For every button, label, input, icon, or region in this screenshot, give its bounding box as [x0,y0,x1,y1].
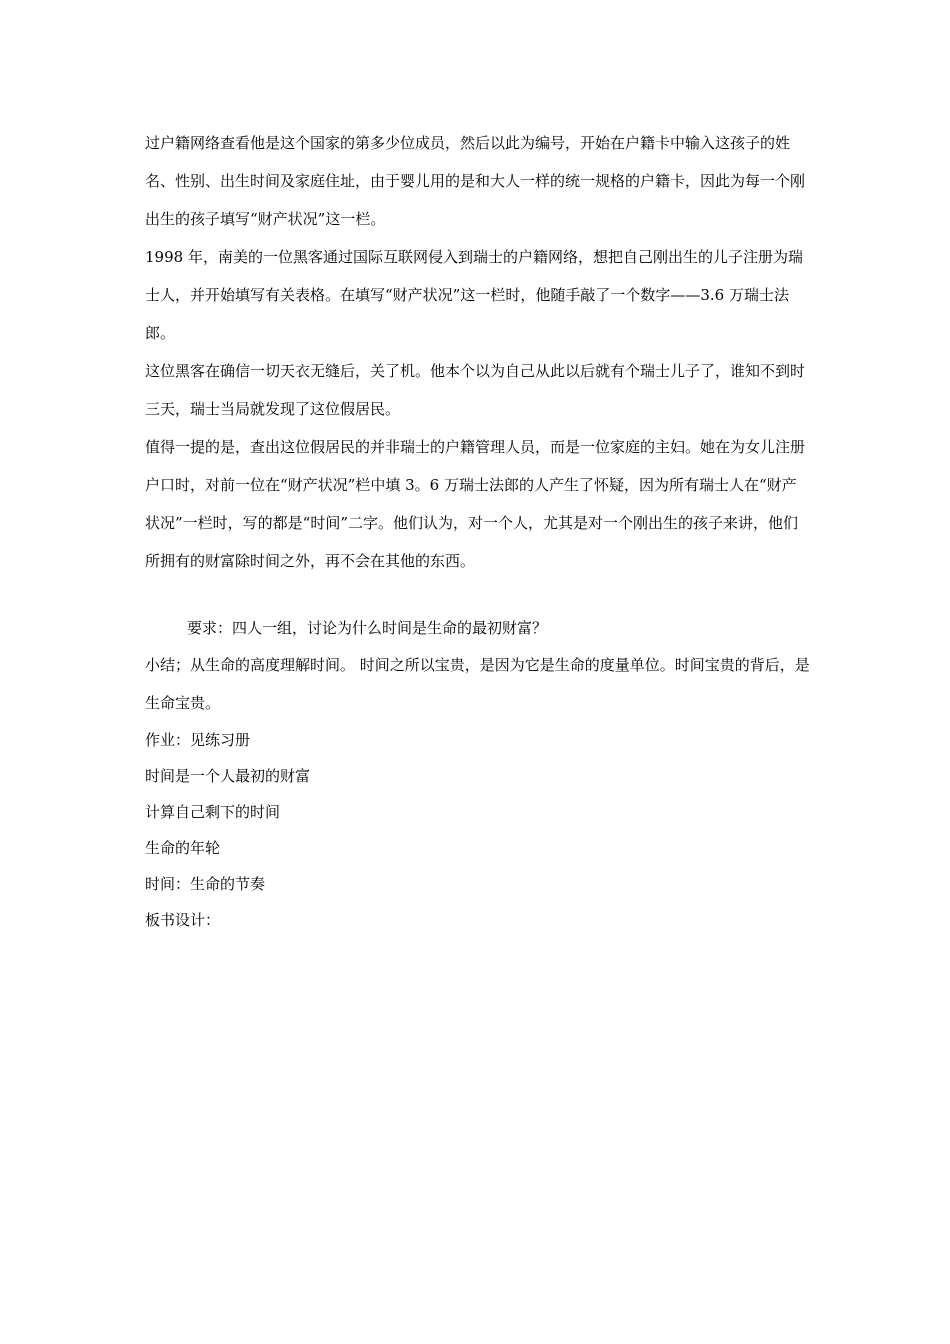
paragraph-hacker: 1998 年，南美的一位黑客通过国际互联网侵入到瑞士的户籍网络，想把自己刚出生的儿子注册为瑞士人，并开始填写有关表格。在填写“财产状况”这一栏时，他随手敲了一个数字——3.6 万瑞士法郎。 [145,248,803,342]
list-item: 时间是一个人最初的财富 [145,767,311,785]
list-item: 生命的年轮 [145,839,221,857]
paragraph-housewife: 值得一提的是，查出这位假居民的并非瑞士的户籍管理人员，而是一位家庭的主妇。她在为女儿注册户口时，对前一位在“财产状况”栏中填 3。6 万瑞士法郎的人产生了怀疑，因为所有瑞士人在“财产状况”一栏时，写的都是“时间”二字。他们认为，对一个人，尤其是对一个刚出生的孩子来讲，他们所拥有的财富除时间之外，再不会在其他的东西。 [145,438,806,570]
summary-text: 小结；从生命的高度理解时间。 时间之所以宝贵，是因为它是生命的度量单位。时间宝贵的背后，是生命宝贵。 [145,656,810,712]
list-item: 时间：生命的节奏 [145,875,266,893]
paragraph-discovery: 这位黑客在确信一切天衣无缝后，关了机。他本个以为自己从此以后就有个瑞士儿子了，谁知不到时三天，瑞士当局就发现了这位假居民。 [145,362,806,418]
paragraph-intro: 过户籍网络查看他是这个国家的第多少位成员，然后以此为编号，开始在户籍卡中输入这孩子的姓名、性别、出生时间及家庭住址，由于婴儿用的是和大人一样的统一规格的户籍卡，因此为每一个刚出生的孩子填写“财产状况”这一栏。 [145,134,806,228]
homework-text: 作业：见练习册 [145,731,251,749]
story-section [145,124,810,580]
board-design-heading: 板书设计： [145,911,221,929]
requirement-text: 要求：四人一组，讨论为什么时间是生命的最初财富？ [187,619,548,637]
document-body [145,124,810,938]
section-gap [145,580,810,610]
list-item: 计算自己剩下的时间 [145,803,281,821]
